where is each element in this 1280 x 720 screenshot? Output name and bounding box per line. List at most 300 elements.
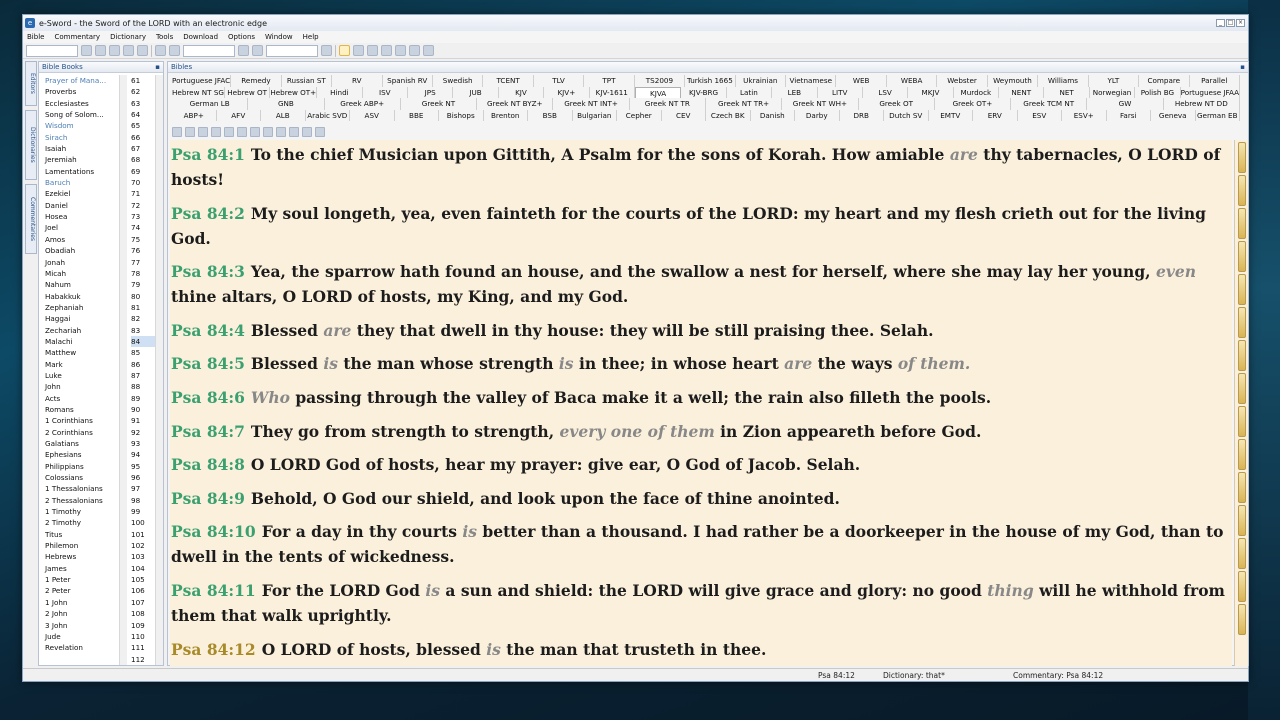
- chapter-item[interactable]: 108: [131, 609, 145, 619]
- chapter-item[interactable]: 78: [131, 268, 141, 278]
- chapter-item[interactable]: 93: [131, 439, 141, 448]
- chapter-item[interactable]: 110: [131, 631, 145, 641]
- bible-module-tabs: [172, 75, 1240, 121]
- bible-books-title: Bible Books: [42, 63, 83, 71]
- module-tab[interactable]: ESV+: [1062, 110, 1107, 122]
- module-tab[interactable]: EMTV: [929, 110, 974, 122]
- chapter-item[interactable]: 69: [131, 166, 141, 176]
- verse[interactable]: [171, 259, 1232, 309]
- chapter-item[interactable]: 90: [131, 404, 141, 414]
- book-item[interactable]: Romans: [45, 404, 74, 414]
- chapter-item[interactable]: 79: [131, 280, 141, 290]
- module-tab[interactable]: TCENT: [483, 75, 533, 87]
- chapter-item[interactable]: 82: [131, 314, 141, 324]
- module-tab[interactable]: German LB: [172, 98, 248, 110]
- book-item[interactable]: 2 John: [45, 609, 68, 619]
- notes-icon[interactable]: [237, 127, 247, 137]
- module-tab[interactable]: Compare: [1139, 75, 1189, 87]
- module-tab[interactable]: ABP+: [172, 110, 217, 122]
- find-icon[interactable]: [198, 127, 208, 137]
- book-item[interactable]: Titus: [45, 529, 63, 539]
- highlight-icon[interactable]: [252, 45, 263, 56]
- module-tab[interactable]: Greek NT TR: [630, 98, 706, 110]
- book-item[interactable]: Baruch: [45, 178, 71, 188]
- previous-chapter-icon[interactable]: [123, 45, 134, 56]
- book-item[interactable]: Ecclesiastes: [45, 98, 89, 108]
- module-tab[interactable]: Greek ABP+: [325, 98, 401, 110]
- chapter-item[interactable]: 61: [131, 76, 141, 85]
- next-chapter-icon[interactable]: [137, 45, 148, 56]
- chapter-item[interactable]: 97: [131, 484, 141, 494]
- module-tab[interactable]: Norwegian: [1090, 87, 1135, 99]
- italic-supplied-word: is: [323, 354, 338, 374]
- book-item[interactable]: Colossians: [45, 473, 84, 483]
- scroll-marker-icon[interactable]: [1238, 571, 1246, 602]
- book-item[interactable]: Sirach: [45, 132, 68, 142]
- chapter-item[interactable]: 103: [131, 552, 145, 562]
- module-tab[interactable]: Webster: [937, 75, 987, 87]
- module-tab[interactable]: Murdock: [954, 87, 999, 99]
- chapter-item[interactable]: 83: [131, 325, 141, 335]
- book-item[interactable]: 1 Thessalonians: [45, 484, 103, 494]
- module-tab[interactable]: Hebrew OT+: [270, 87, 317, 97]
- module-tab[interactable]: JUB: [453, 87, 498, 99]
- book-item[interactable]: Malachi: [45, 336, 73, 346]
- module-tab[interactable]: Portuguese JFAA: [1180, 87, 1240, 97]
- book-item[interactable]: John: [45, 382, 61, 392]
- scroll-marker-icon[interactable]: [1238, 538, 1246, 569]
- bookmark-icon[interactable]: [211, 127, 221, 137]
- chapter-item[interactable]: 66: [131, 132, 141, 142]
- verse[interactable]: [171, 578, 1232, 628]
- module-tab[interactable]: Darby: [795, 110, 840, 122]
- module-tab[interactable]: WEBA: [887, 75, 937, 87]
- menu-dictionary[interactable]: Dictionary: [110, 33, 146, 41]
- chapter-item[interactable]: 100: [131, 518, 145, 528]
- module-tab[interactable]: Ukrainian: [736, 75, 786, 87]
- copy-verses-icon[interactable]: [172, 127, 182, 137]
- module-tab[interactable]: Greek NT BYZ+: [477, 98, 553, 110]
- italic-supplied-word: even: [1155, 262, 1196, 282]
- verse-reference[interactable]: Psa 84:4: [171, 320, 245, 340]
- verse[interactable]: [171, 142, 1232, 192]
- commentary-combo[interactable]: [183, 45, 235, 57]
- search-icon[interactable]: [155, 45, 166, 56]
- side-tabs: [25, 61, 37, 661]
- module-tab[interactable]: TLV: [534, 75, 584, 87]
- book-item[interactable]: Hebrews: [45, 552, 77, 562]
- dictionary-combo[interactable]: [266, 45, 318, 57]
- module-tab[interactable]: Remedy: [231, 75, 281, 87]
- module-tab[interactable]: Polish BG: [1135, 87, 1180, 99]
- book-list-scrollbar[interactable]: [119, 75, 127, 665]
- chapter-item[interactable]: 74: [131, 223, 141, 233]
- scroll-marker-icon[interactable]: [1238, 175, 1246, 206]
- module-tab[interactable]: Parallel: [1190, 75, 1240, 87]
- chapter-item[interactable]: 64: [131, 110, 141, 120]
- module-tab[interactable]: Vietnamese: [786, 75, 836, 87]
- chapter-item[interactable]: 98: [131, 495, 141, 505]
- maximize-icon[interactable]: □: [1227, 19, 1234, 26]
- module-tab[interactable]: YLT: [1089, 75, 1139, 87]
- book-item[interactable]: Joel: [45, 223, 58, 233]
- verse-reference[interactable]: Psa 84:11: [171, 580, 256, 600]
- module-tab[interactable]: KJVA: [635, 87, 681, 99]
- module-tab[interactable]: Hindi: [317, 87, 362, 99]
- chapter-item[interactable]: 107: [131, 597, 145, 607]
- side-tab-editors[interactable]: Editors: [25, 61, 37, 106]
- verse[interactable]: [171, 519, 1232, 569]
- chapter-item[interactable]: 62: [131, 87, 141, 97]
- menu-download[interactable]: Download: [183, 33, 219, 41]
- layout-2-icon[interactable]: [353, 45, 364, 56]
- module-tab[interactable]: KJV-1611: [590, 87, 635, 99]
- chapter-item[interactable]: 112: [131, 654, 145, 664]
- book-item[interactable]: Micah: [45, 268, 67, 278]
- book-item[interactable]: Jeremiah: [45, 155, 77, 165]
- layout-3-icon[interactable]: [367, 45, 378, 56]
- verse-reference[interactable]: Psa 84:1: [171, 145, 245, 164]
- book-item[interactable]: Mark: [45, 359, 63, 369]
- verse-reference[interactable]: Psa 84:2: [171, 203, 245, 223]
- chapter-item[interactable]: 70: [131, 178, 141, 188]
- highlight-verse-icon[interactable]: [224, 127, 234, 137]
- chapter-item[interactable]: 80: [131, 291, 141, 301]
- parallel-icon[interactable]: [263, 127, 273, 137]
- book-item[interactable]: Lamentations: [45, 166, 95, 176]
- sync-icon[interactable]: [81, 45, 92, 56]
- book-item[interactable]: Wisdom: [45, 121, 74, 131]
- book-item[interactable]: Philemon: [45, 541, 79, 551]
- chapter-item[interactable]: 92: [131, 427, 141, 437]
- book-item[interactable]: Revelation: [45, 643, 83, 653]
- verse[interactable]: [171, 419, 1232, 444]
- chapter-item[interactable]: 68: [131, 155, 141, 165]
- chapter-item[interactable]: 73: [131, 212, 141, 222]
- chapter-item[interactable]: 63: [131, 98, 141, 108]
- module-tab[interactable]: LSV: [863, 87, 908, 99]
- verse-reference[interactable]: Psa 84:10: [171, 522, 256, 542]
- module-tab[interactable]: RV: [332, 75, 382, 87]
- module-tab[interactable]: Geneva: [1151, 110, 1196, 122]
- verse[interactable]: [171, 351, 1232, 376]
- book-item[interactable]: Obadiah: [45, 246, 76, 256]
- menu-options[interactable]: Options: [228, 33, 256, 41]
- verse[interactable]: [171, 318, 1232, 343]
- book-item[interactable]: Ezekiel: [45, 189, 71, 199]
- book-item[interactable]: Zechariah: [45, 325, 82, 335]
- verse[interactable]: [171, 452, 1232, 477]
- book-item[interactable]: 1 Timothy: [45, 507, 82, 517]
- side-tab-dictionaries[interactable]: Dictionaries: [25, 110, 37, 180]
- module-tab[interactable]: Hebrew NT SG: [172, 87, 224, 97]
- pin-icon[interactable]: ▪: [1240, 63, 1245, 71]
- chapter-item[interactable]: 99: [131, 507, 141, 517]
- book-item[interactable]: Habakkuk: [45, 291, 81, 301]
- module-tab[interactable]: Danish: [751, 110, 796, 122]
- chapter-item[interactable]: 72: [131, 200, 141, 210]
- module-tab[interactable]: Portuguese JFAC: [172, 76, 231, 85]
- module-tab[interactable]: NENT: [999, 87, 1044, 99]
- chapter-item[interactable]: 84: [131, 336, 155, 347]
- book-item[interactable]: Acts: [45, 393, 61, 403]
- status-verse: Psa 84:12: [818, 671, 855, 680]
- book-item[interactable]: James: [45, 563, 67, 573]
- bible-toolbar: [172, 125, 325, 138]
- module-tab[interactable]: Hebrew OT: [225, 87, 270, 99]
- module-tab[interactable]: LEB: [772, 87, 817, 99]
- menu-window[interactable]: Window: [265, 33, 293, 41]
- module-tab[interactable]: Weymouth: [988, 75, 1038, 87]
- chapter-item[interactable]: 101: [131, 529, 145, 539]
- scroll-marker-icon[interactable]: [1238, 406, 1246, 437]
- module-tab[interactable]: KJV-BRG: [681, 87, 726, 99]
- italic-supplied-word: Who: [250, 387, 290, 407]
- book-item[interactable]: Song of Solom...: [45, 110, 104, 120]
- module-tab[interactable]: ESV: [1018, 110, 1063, 122]
- verse-reference[interactable]: Psa 84:8: [171, 455, 245, 475]
- module-tab[interactable]: Greek OT: [859, 98, 935, 110]
- scroll-marker-icon[interactable]: [1238, 142, 1246, 173]
- module-tab[interactable]: JPS: [408, 87, 453, 99]
- verse-text: in thee; in whose heart: [573, 354, 785, 374]
- book-item[interactable]: Amos: [45, 234, 66, 244]
- chapter-item[interactable]: 94: [131, 450, 141, 460]
- forward-icon[interactable]: [109, 45, 120, 56]
- lookup-icon[interactable]: [321, 45, 332, 56]
- scroll-marker-icon[interactable]: [1238, 439, 1246, 470]
- book-item[interactable]: Ephesians: [45, 450, 82, 460]
- module-tab[interactable]: Russian ST: [282, 75, 332, 87]
- module-tab[interactable]: WEB: [836, 75, 886, 87]
- module-tab[interactable]: TS2009: [635, 75, 685, 87]
- chapter-item[interactable]: 65: [131, 121, 141, 131]
- module-tab[interactable]: Swedish: [433, 75, 483, 87]
- bibles-title: Bibles: [171, 63, 193, 71]
- module-tab[interactable]: Greek NT WH+: [782, 98, 858, 110]
- book-item[interactable]: Galatians: [45, 439, 79, 448]
- verse-reference[interactable]: Psa 84:6: [171, 387, 245, 407]
- module-tab[interactable]: Latin: [727, 87, 772, 99]
- chapter-item[interactable]: 89: [131, 393, 141, 403]
- verse[interactable]: [171, 201, 1232, 251]
- verse[interactable]: [171, 486, 1232, 511]
- module-tab[interactable]: Greek OT+: [935, 98, 1011, 110]
- menu-help[interactable]: Help: [302, 33, 319, 41]
- chapter-item[interactable]: 111: [131, 643, 145, 653]
- zoom-icon[interactable]: [276, 127, 286, 137]
- module-tab[interactable]: Greek NT: [401, 98, 477, 110]
- module-tab[interactable]: CEV: [662, 110, 707, 122]
- scroll-marker-icon[interactable]: [1238, 241, 1246, 272]
- layout-1-icon[interactable]: [339, 45, 350, 56]
- verse-reference[interactable]: Psa 84:9: [171, 488, 245, 508]
- verse-text: passing through the valley of Baca make it a well; the rain also filleth the pools.: [289, 387, 992, 407]
- book-item[interactable]: Daniel: [45, 200, 68, 210]
- book-item[interactable]: Nahum: [45, 280, 71, 290]
- chapter-item[interactable]: 106: [131, 586, 145, 596]
- menu-commentary[interactable]: Commentary: [54, 33, 101, 41]
- module-tab[interactable]: LITV: [818, 87, 863, 99]
- chapter-item[interactable]: 86: [131, 359, 141, 369]
- layout-4-icon[interactable]: [381, 45, 392, 56]
- module-tab[interactable]: GW: [1087, 98, 1163, 110]
- chapter-item[interactable]: 104: [131, 563, 145, 573]
- scroll-marker-icon[interactable]: [1238, 340, 1246, 371]
- print-icon[interactable]: [185, 127, 195, 137]
- strongs-icon[interactable]: [289, 127, 299, 137]
- module-tab[interactable]: DRB: [840, 110, 885, 122]
- book-item[interactable]: 1 Peter: [45, 575, 71, 585]
- module-tab[interactable]: ALB: [261, 110, 306, 122]
- book-item[interactable]: Matthew: [45, 348, 77, 358]
- module-tab[interactable]: Williams: [1038, 75, 1088, 87]
- scroll-marker-icon[interactable]: [1238, 274, 1246, 305]
- verse-reference[interactable]: Psa 84:5: [171, 354, 245, 374]
- book-item[interactable]: 1 Corinthians: [45, 416, 93, 426]
- side-tab-commentaries[interactable]: Commentaries: [25, 184, 37, 254]
- chapter-item[interactable]: 67: [131, 144, 141, 154]
- module-tab[interactable]: Czech BK: [706, 110, 751, 122]
- verse-reference[interactable]: Psa 84:7: [171, 421, 245, 441]
- book-item[interactable]: 3 John: [45, 620, 68, 630]
- verse-text: Blessed: [250, 354, 324, 374]
- scripture-text[interactable]: [170, 140, 1232, 666]
- module-tab[interactable]: German EB: [1196, 110, 1241, 122]
- layout-5-icon[interactable]: [395, 45, 406, 56]
- module-tab[interactable]: ASV: [350, 110, 395, 122]
- module-tab[interactable]: BBE: [395, 110, 440, 122]
- chapter-item[interactable]: 87: [131, 370, 141, 380]
- module-tab[interactable]: Turkish 1665: [685, 75, 735, 87]
- chapter-item[interactable]: 95: [131, 461, 141, 471]
- green-back-icon[interactable]: [302, 127, 312, 137]
- module-tab[interactable]: Spanish RV: [383, 75, 433, 87]
- book-item[interactable]: Philippians: [45, 461, 84, 471]
- module-tab[interactable]: Greek NT INT+: [553, 98, 629, 110]
- module-tab[interactable]: GNB: [248, 98, 324, 110]
- module-tab[interactable]: NET: [1044, 87, 1089, 99]
- module-tab[interactable]: Dutch SV: [884, 110, 929, 122]
- module-tab[interactable]: Cepher: [617, 110, 662, 122]
- compare-icon[interactable]: [250, 127, 260, 137]
- book-item[interactable]: Prayer of Mana...: [45, 76, 107, 85]
- map-icon[interactable]: [423, 45, 434, 56]
- book-item[interactable]: Zephaniah: [45, 302, 84, 312]
- book-item[interactable]: Luke: [45, 370, 62, 380]
- scroll-marker-icon[interactable]: [1238, 604, 1246, 635]
- book-item[interactable]: 2 Peter: [45, 586, 71, 596]
- menu-bible[interactable]: Bible: [27, 33, 45, 41]
- chapter-item[interactable]: 109: [131, 620, 145, 630]
- verse-text: Yea, the sparrow hath found an house, and the swallow a nest for herself, where she may lay her young,: [250, 262, 1156, 282]
- scroll-marker-icon[interactable]: [1238, 208, 1246, 239]
- book-item[interactable]: 2 Thessalonians: [45, 495, 103, 505]
- book-item[interactable]: Hosea: [45, 212, 68, 222]
- verse-reference[interactable]: Psa 84:3: [171, 262, 245, 282]
- chapter-item[interactable]: 76: [131, 246, 141, 256]
- bibles-panel: [167, 61, 1249, 666]
- book-item[interactable]: Jonah: [45, 257, 66, 267]
- verse[interactable]: [171, 385, 1232, 410]
- book-item[interactable]: Proverbs: [45, 87, 77, 97]
- scroll-marker-icon[interactable]: [1238, 472, 1246, 503]
- module-tab[interactable]: Greek TCM NT: [1011, 98, 1087, 110]
- module-tab[interactable]: BSB: [528, 110, 573, 122]
- scroll-marker-icon[interactable]: [1238, 505, 1246, 536]
- chapter-list-scrollbar[interactable]: [155, 75, 163, 665]
- verse-text: will he withhold from them that walk uprightly.: [171, 580, 1225, 625]
- chapter-item[interactable]: 75: [131, 234, 141, 244]
- chapter-item[interactable]: 96: [131, 473, 141, 483]
- verse[interactable]: [171, 637, 1232, 662]
- book-item[interactable]: 1 John: [45, 597, 68, 607]
- module-tab[interactable]: Bishops: [439, 110, 484, 122]
- chapter-item[interactable]: 85: [131, 348, 141, 358]
- green-forward-icon[interactable]: [315, 127, 325, 137]
- module-tab[interactable]: TPT: [584, 75, 634, 87]
- verse-reference[interactable]: Psa 84:12: [171, 639, 256, 659]
- verse-text: To the chief Musician upon Gittith, A Psalm for the sons of Korah. How amiable: [250, 145, 950, 164]
- menu-bar: [23, 31, 1248, 43]
- chapter-item[interactable]: 91: [131, 416, 141, 426]
- search-results-icon[interactable]: [169, 45, 180, 56]
- module-tab[interactable]: ISV: [363, 87, 408, 99]
- module-tab[interactable]: Bulgarian: [573, 110, 618, 122]
- close-icon[interactable]: ×: [1237, 19, 1244, 26]
- chapter-item[interactable]: 81: [131, 302, 141, 312]
- image-icon[interactable]: [409, 45, 420, 56]
- book-item[interactable]: 2 Corinthians: [45, 427, 93, 437]
- module-tab[interactable]: Brenton: [484, 110, 529, 122]
- chapter-item[interactable]: 71: [131, 189, 141, 199]
- chapter-item[interactable]: 105: [131, 575, 145, 585]
- book-item[interactable]: 2 Timothy: [45, 518, 82, 528]
- module-tab[interactable]: Farsi: [1107, 110, 1152, 122]
- chapter-item[interactable]: 77: [131, 257, 141, 267]
- module-tab[interactable]: MKJV: [908, 87, 953, 99]
- bible-books-panel: [38, 61, 164, 666]
- italic-supplied-word: are: [323, 320, 352, 340]
- book-item[interactable]: Jude: [45, 631, 61, 641]
- scroll-marker-icon[interactable]: [1238, 307, 1246, 338]
- module-tab[interactable]: Hebrew NT DD: [1164, 98, 1240, 110]
- scroll-marker-icon[interactable]: [1238, 373, 1246, 404]
- app-window: [22, 14, 1249, 682]
- bible-book-combo[interactable]: [26, 45, 78, 57]
- verse-text: thine altars, O LORD of hosts, my King, and my God.: [171, 287, 629, 307]
- verse-text: they that dwell in thy house: they will be still praising thee. Selah.: [351, 320, 934, 340]
- verse-text: My soul longeth, yea, even fainteth for the courts of the LORD: my heart and my flesh crieth out for the living God.: [171, 203, 1206, 248]
- chapter-item[interactable]: 88: [131, 382, 141, 392]
- book-item[interactable]: Isaiah: [45, 144, 67, 154]
- verse-text: O LORD of hosts, blessed: [261, 639, 487, 659]
- italic-supplied-word: of them.: [897, 354, 971, 374]
- menu-tools[interactable]: Tools: [155, 33, 174, 41]
- module-tab[interactable]: KJV+: [544, 87, 589, 99]
- chapter-item[interactable]: 102: [131, 541, 145, 551]
- module-tab[interactable]: AFV: [217, 110, 262, 122]
- pin-icon[interactable]: ▪: [155, 63, 160, 71]
- book-item[interactable]: Haggai: [45, 314, 71, 324]
- minimize-icon[interactable]: _: [1216, 19, 1225, 27]
- module-tab[interactable]: KJV: [499, 87, 544, 99]
- back-icon[interactable]: [95, 45, 106, 56]
- copy-icon[interactable]: [238, 45, 249, 56]
- module-tab[interactable]: ERV: [973, 110, 1018, 122]
- module-tab[interactable]: Greek NT TR+: [706, 98, 782, 110]
- module-tab[interactable]: Arabic SVD: [306, 110, 351, 122]
